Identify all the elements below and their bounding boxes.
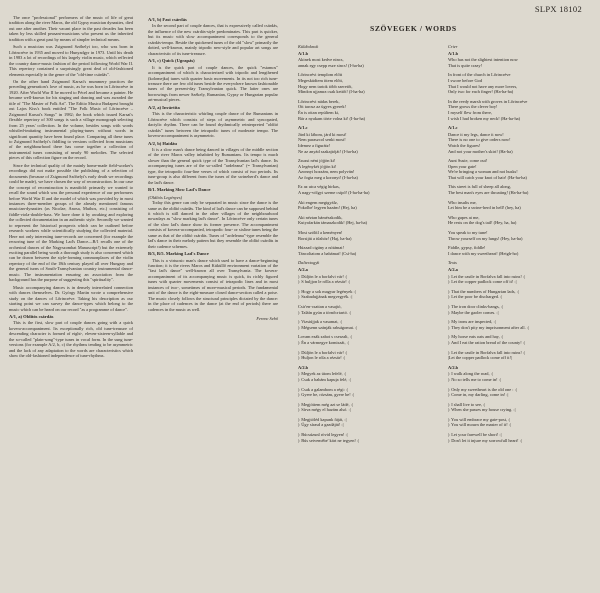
lyrics-verse: |: Megyek az útom lefelé, :| |: Csak a babám kapuja felé, :| [298,371,351,382]
lyrics-section-label: Texts [448,260,457,266]
lyrics-verse: |: Megjöttem még azt se ládé, :| |: Sírva mégy el hazám alsó. :| [298,401,353,413]
lyrics-verse: Lőrincrévi templom előtt Megesküdtem ittem előtt, Hogy nem tartok több szeretőt, Mindon ujjamra csak kettőt! (I-ha-ha) [298,72,365,95]
words-heading: SZÖVEGEK / WORDS [370,24,457,33]
liner-paragraph: Today this genre can only be separated in music since the dance is the same as the oldító csárdás. The kind of lad's dance can be supposed behind it which is still danced in the other villages of the neighbourhood nowadays as "slow marking lad's dance". In Lőrincréve only certain tunes of the slow lad's dance show its former presence. The accompaniment consists of kovera-accompanied, tetrapodic four- or sixline tunes being the same as that of the oldító csárdás. Tunes of "ardeleana"-type resemble the lad's dance in their melody pattern but they resemble the oldító csárdás in their cadence schemes. [148,200,279,249]
liner-paragraph: Since the technical quality of the mainly home-made field-worker's recordings did not make possible the publishing of a selection of documents (because of Zsigmond Szóhelyi's early death we recordings could be made), we have chosen the way of reconstruction. In our case the concept of reconstruction is manifold: primarily we wanted to recall the sound which was the personal experience of our performers before World War II and the model of which was provided by in most instances three-member groups of the already mentioned famous musician-dynasties (as Nicolae, Anosa, Muthos, etc.) consisting of fiddle-viola-double-bass. We have done it by awaking and exploring the collected documentation in an authentic style. Secondly we wanted to represent the historical prospects which can be outlined before research workers while scientifically studying the collected material. Here not only interesting tune-records are concerned (for example the recurring tune of the Marking Lad's Dance—B/1 recalls one of the orchestral dances of the Nagyszombat Manuscript!) but the extremely exciting parallel being worth a thorough study is also concerned which can be drawn between the style-forming commonplaces of the violin repertory of the end of the 18th century played all over Hungary and the general turns of South-Transylvanian country instrumental dance-music. The instrumentation ensuring an association from the background has the purpose of suggesting this "spirituality". [9,162,133,283]
lyrics-verse: |: Only my sweetheart is the old one : :| |: Come in, my darling, come in! :| [448,386,517,398]
liner-piece-heading: B/1. Marking Slow Lad's Dance [148,187,211,193]
lyrics-section-label: Daltextogyk [298,260,320,266]
liner-paragraph: This is a virtuosic man's dance which used to have a dance-beginning function; it is the rivers Maros and Küküllő environment variation of the "fast lad's dance" well-known all over Transylvania. The kovera-accompaniment of its accompanying music is quick, its richly figured tunes with quarter movements consist of tetrapodic lines and in most instances of two-, sometimes of more-musical periods. The fundamental unit of the dance is the eight-measure closed dance-section called a poise. The music closely follows the structural principles dictated by the dance: in the place of cadences in the dance (at the end of periods) there are cadences in the music as well. [148,257,278,312]
lyrics-piece-label: A/2.b [298,364,309,370]
lyrics-verse: You speak to my tune! Throw yourself on my lungs! (Hey, ha-ha) [448,230,523,241]
lyrics-verse: Aunt Susie, come out! Open your gate! We're bringing a woman and not husks! That will catch your knot of hair! (Ha-ha-ha) [448,158,527,180]
lyrics-verse: Lőrincrévi nádas berek, Ott tarosz az ügyes gyerek! Én is ottan repültem ki, Bár a nyakam törte volna ki! (I-ha-ha) [298,98,366,121]
lyrics-piece-label: A/1.b [448,50,459,56]
liner-paragraph: This is the characteristic whirling couple dance of the Rumanians in Lőrincréve which consists of steps of asymmetric and syncopated, dactylic rhythm. There can be found rhythmically reinterpreted "oldító csárdás" tunes between the tetrapodic tunes of moderate tempo. The kovera-accompaniment is asymmetric. [148,111,278,139]
lyrics-verse: |: My horse eats oats and hay, :| |: And I eat the ration bread of the county! :| [448,334,525,345]
lyrics-verse: Lovam ezák zabot s cserzalt, :| |: Én a vármegye komiszát, :| [298,334,352,345]
lyrics-verse: |: Vizsiújjak a vasamat, :| |: Mégsenn szánják rabságomat. :| [298,319,358,330]
lyrics-verse: |: I shall live to see, :| |: When she passes my house crying. :| [448,401,516,413]
liner-notes-column-2 [148,15,278,322]
lyrics-verse: |: Megjtöléd kapunk fáját, :| |: Úgy sírasd a gazdáját! :| [298,416,347,428]
liner-piece-heading: A/1, a) Oldítós csárdás [9,314,54,320]
lyrics-piece-label: A/2.a [448,267,458,272]
lyrics-verse: Who has not the slightest intention now That is quite crazy! [448,57,518,68]
english-lyrics-column [448,44,588,447]
liner-piece-heading: A/1, b) Fast csárdás [148,17,187,22]
liner-paragraph: Music accompanying dances is in densely interrelated connection with dances themselves. Dr. György Martin wrote a comprehensive study on the dances of Lőrincréve. Taking his description as our starting point we can survey the dance-types which belong to the music which can be heard on our record "as a programme of dance". [9,284,133,312]
liner-piece-heading: A/1, c) Quick (Ugrapás) [148,58,195,64]
lyrics-verse: Csir'en-csattan a vasajtó, |: Taláín gyün a törnőcrtartó. :| [298,303,352,315]
lyrics-verse: In front of the church in Lőrincréve I swore before God That I would not have any more lovers, Only two for each finger! (Ha-ha-ha) [448,72,518,95]
lyrics-verse: |: I walk along the road, :| |: No so tells me to come in! :| [448,371,501,382]
lyrics-piece-label: A/2.a [298,267,308,272]
liner-piece-heading: A/2, a) Invártita [148,104,180,110]
lyrics-verse: Ez az utca végig hirkas, A nagy-völgyi szeme csípő! (I-ha-ha-ha) [298,184,370,196]
liner-notes-column-1 [9,15,133,361]
lyrics-verse: Járd ki lábom, járd ki most! Nem paraszcol senki most! Idemez a figurátz! Ne az anyád szakajtóját! (I-ha-ha) [298,131,358,154]
lyrics-verse: |: That the numbers of Hungarian lads, :| |: Let the poor be discharged. :| [448,288,519,300]
lyrics-verse: |: Let the castle in Borfalva fall into ruins! :| |: Let the copper padlock come off it! :| [448,273,525,285]
hungarian-lyrics-column [298,44,438,447]
lyrics-verse: |: Hogy a sok magyar legények :| |: Szabadujjának megvegyék. :| [298,288,356,300]
lyrics-section-label: Küldtoknok [298,44,319,49]
lyrics-verse: Dance it my legs, dance it now! There is no one to give orders now! Watch the figures! And not your mother's skirt! (Ha-ha) [448,131,513,154]
liner-piece-heading: A/2, b) Haidău [148,140,177,146]
author-signature: Ferenc Sebő [256,316,278,322]
liner-paragraph: In the second part of couple dances, that is expressively called csárdás, the influence of the new csárdás-style predominates. This part is quicker, but its music with slow accompaniment corresponds to the general csárdás-tempo. Beside the quickened tunes of the old "slow" primarily the dotted, well-known, mainly tripodic new-style and popular art songs are characteristic of its tune-treasure. [148,23,278,56]
lyrics-verse: |: Düljön le a borfalvi vár! :| |: Huljon le róla a rézsár! :| [298,349,348,361]
lyrics-verse: In the reedy marsh with groves in Lőrincréve There grows the clever boy! I myself flew from there, I wish I had broken my neck! (Ha-ha-ha) [448,98,528,121]
lyrics-verse: Aki engem megigyálz, Pokolbe' legyen hazám! (Hej, ha) [298,199,357,211]
lyrics-verse: Fiddle, gypsy, fiddle! I dance with my sweetheart! (Heigh-ho) [448,245,519,256]
lyrics-verse: This street is full of sheep all along, The best man's eyes are throating! (Ha-ha-ha) [448,184,529,196]
lyrics-verse: |: Csak a galambom a régi: :| |: Gyere be, rózsám, gyere be! :| [298,386,354,398]
lyrics-piece-label: A/1.c [298,125,308,131]
liner-paragraph: The once "professional" performers of the music of life of great tradition along the river Maros, the old Gypsy musician dynasties, died out one after another. Their vacant place in the past decades has been taken by less skilled peasant-musicians who present us the inherited tradition with a great past by means of simpler technical means. [9,15,133,42]
lyrics-verse: |: Düljön le a borfalvi vár! :| |: S huljjon le rólla a rézsár! :| [298,273,350,285]
lyrics-verse: |: Búcsúzunl rövid legyen! :| |: Bús seivemébe' kárt ne tegyen! :| [298,432,360,443]
liner-paragraph: Such a musician was Zsigmond Szóhelyi too, who was born in Lőrincréve in 1935 and moved to Hunyadgyr in 1973. Until his death in 1983 a lot of recordings of his largely violin music, which reflected the country dance-music fashion of the period following World War II. This repertory contained a surprisingly great deal of old-fashioned elements especially in the genre of the "old-time csárdás". [9,44,133,77]
lyrics-section-label: Crier [448,44,458,49]
liner-paragraph: On the other hand Zsigmond Karsai's mummery practices the preceding generation's love of music, as he was born in Lőrincréve in 1920. After World War II he moved to Pécel and became a painter. He became well-known for his singing and dancing and was awarded the title of "The Master of Folk Art". The Editio Musica Budapest brought out Lajos Kiss's book entitled "The Folk Music of Lőrincréve – Zsigmond Karsai's Songs" in 1982; the book which issued Karsai's flexible repertory of 300 songs is such a village monograph selecting from 25 years' collection. In the volume, besides songs with words whistled-imitating instrumental playing-tunes without words in significant quantity have been found place. Comparing all these tunes to Zsigmond Szóhelyi's fiddling to versions collected from musicians of the neighbourhood there has come together a collection of instrumental tunes consisting of nearly 90 melodies. The selected pieces of this collection figure on the record. [9,78,133,161]
liner-paragraph: It is the quick part of couple dances, the quick "estamos" accompaniment of which is characterized with tripodic and lengthened (kolomejka) tunes with quarter basic movements. In its not too rich tune-treasure there are few old tunes beside the everywhere known fashionable tunes of the present-day Transylvanian quick. The latter ones are borrowings from newer Székely, Rumanian, Gypsy or Hungarian popular art-musical pieces. [148,64,278,103]
lyrics-verse: Zsuzsi néni jöjjön ki! A legénykét jöjjön ki! Azonnyi hozzám, nem polyván! Az fogta meg a koronyt! (I-ha-ha) [298,158,358,180]
liner-piece-heading: B/3, B/5. Marking Lad's Dance [148,251,209,257]
liner-paragraph: It is a slow man's dance being danced in villages of the middle section of the river Maros valley inhabited by Rumanians. Its tempo is much slower than the general quick type of the Transylvanian lad's dance. Its accompanying tunes are of the so-called "ardeleana" (= Transylvanian) type, the tetrapodic four-line verses of which consist of two periods. Its tune-group is also different from the tunes of the swineherd's dance and the lad's dance. [148,146,278,185]
lyrics-verse: Aki néztan bámészkodik, Kutyafarkán támaszkodik! (Hej, ha-ha) [298,214,368,226]
lyrics-verse: Húzzad cigány a nótámat! Táncoltatom a babámat! (Csí-ha) [298,245,357,256]
lyrics-piece-label: A/1.c [448,125,458,131]
lyrics-verse: Most szólítl a keményen! Borsiját a tűzhöz! (Haj, ha-ha) [298,230,352,241]
catalog-number: SLPX 18102 [534,4,582,14]
liner-paragraph: This is the first, slow part of couple dances going with a quick kovera-accompaniment. Its exceptionally rich, old tune-treasure of descending character is formed of eight-, eleven-sixteen-syllable and the so-called "plain-song"-type tunes in vocal form. In the sung tune-versions (for example A/2, b, c) the rhythms tending to be asymmetric and the lack of any adaptation to the words are characteristics which show the old-fashioned independence of tune-rhythms. [9,320,133,359]
liner-piece-subtitle: (Oldítós Legényes) [148,194,183,200]
lyrics-verse: |: My irons are inspected, :| |: They don't pity my imprisonment after all. :| [448,319,529,330]
lyrics-verse: |: The iron door clinks-bangs, :| |: Maybe the gaoler comes. :| [448,303,503,315]
lyrics-verse: |: Let the castle in Borfalva fall into ruins! :| |Let the copper padlock come off it!| [448,349,525,361]
lyrics-verse: Who gapes at me, He rests on the dog's tail! (Hey, ha, ha) [448,214,517,226]
lyrics-verse: Who insults me, Let him be a swine-herd in hell! (hey, ha) [448,199,521,211]
lyrics-piece-label: A/1.b [298,50,309,56]
lyrics-piece-label: A/2.b [448,364,459,370]
lyrics-verse: |: You will embrace my gate-post, :| |: You will mourn the master of it! :| [448,416,511,428]
lyrics-verse: |: Let your farewell be short! :| |: Don't let it injure my sorrowfull heart! :| [448,432,522,443]
lyrics-verse: Akinek most kedve nincs, annak egy csepp esze sincs! (I-ha-ha) [298,57,364,68]
